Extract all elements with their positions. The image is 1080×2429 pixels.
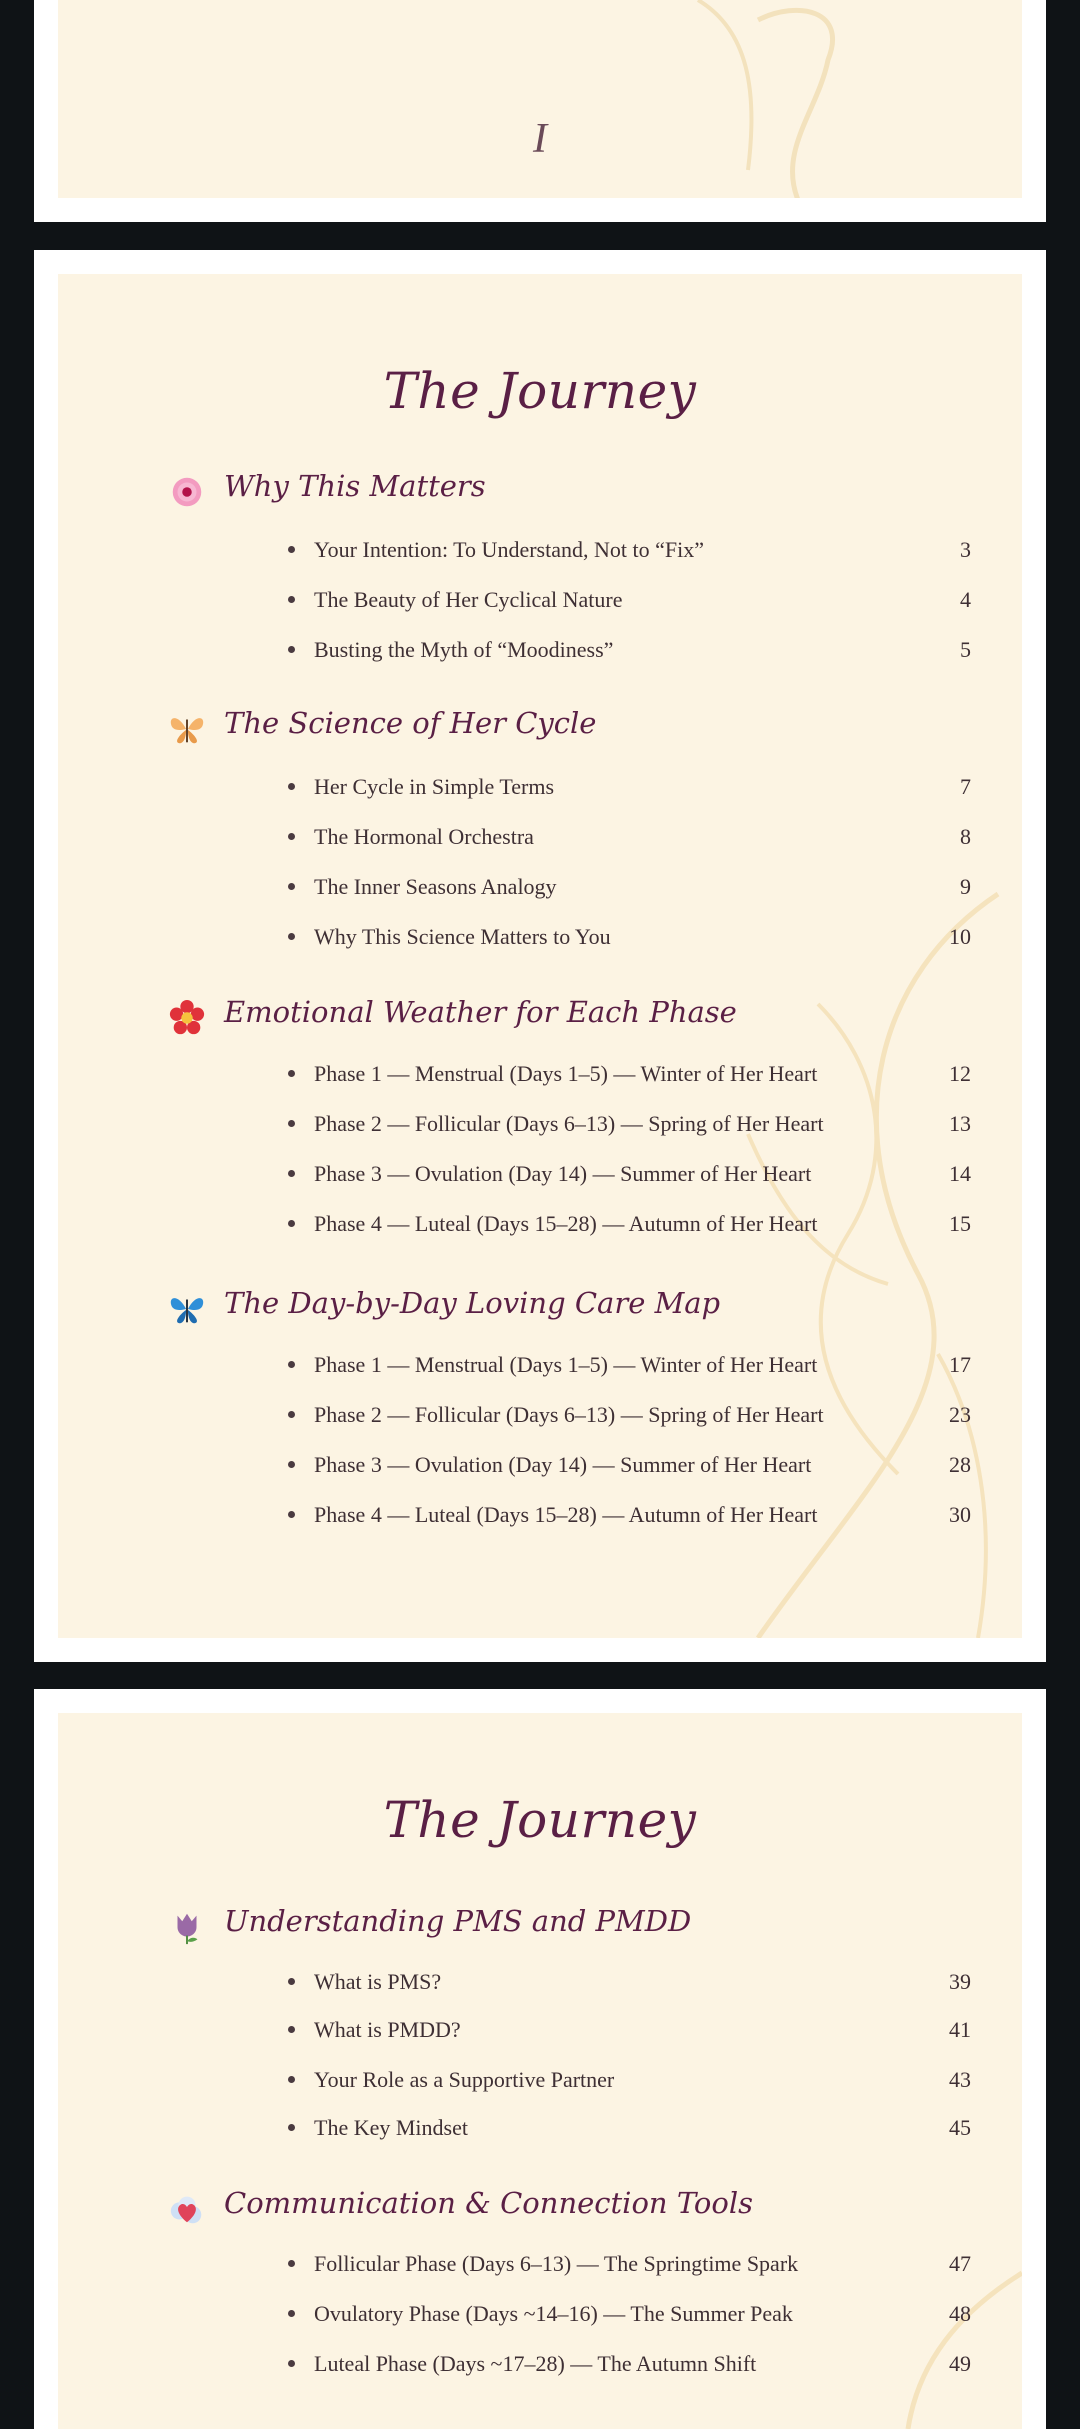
bullet [288, 933, 295, 940]
entry-title: The Beauty of Her Cyclical Nature [314, 587, 623, 612]
entry-title: Your Intention: To Understand, Not to “Fix” [314, 537, 704, 562]
section-title: The Science of Her Cycle [224, 706, 597, 740]
toc-entry[interactable] [288, 2295, 971, 2335]
section-title: Understanding PMS and PMDD [224, 1904, 692, 1938]
entry-title: Luteal Phase (Days ~17–28) — The Autumn Shift [314, 2351, 757, 2376]
toc-entry[interactable] [288, 2061, 971, 2101]
section-title: Communication & Connection Tools [224, 2186, 753, 2220]
entry-page-number: 4 [960, 587, 971, 612]
toc-entry[interactable] [288, 1346, 971, 1386]
entry-page-number: 3 [960, 537, 971, 562]
bullet [288, 1220, 295, 1227]
blue-butterfly-icon [168, 1290, 206, 1328]
entry-page-number: 43 [949, 2067, 971, 2092]
entry-page-number: 10 [949, 924, 971, 949]
toc-entry[interactable] [288, 1396, 971, 1436]
entry-page-number: 47 [949, 2251, 971, 2276]
section-title: Why This Matters [224, 469, 486, 503]
bullet [288, 2026, 295, 2033]
entry-page-number: 49 [949, 2351, 971, 2376]
entry-title: Phase 4 — Luteal (Days 15–28) — Autumn of Her Heart [314, 1211, 818, 1236]
entry-page-number: 30 [949, 1502, 971, 1527]
page-title: The Journey [383, 1791, 697, 1849]
bullet [288, 2076, 295, 2083]
entry-title: What is PMS? [314, 1969, 442, 1994]
entry-title: The Key Mindset [314, 2115, 468, 2140]
entry-title: Phase 2 — Follicular (Days 6–13) — Spring of Her Heart [314, 1402, 824, 1427]
entry-title: Phase 3 — Ovulation (Day 14) — Summer of Her Heart [314, 1452, 812, 1477]
page-card-1 [34, 0, 1046, 222]
entry-title: Phase 2 — Follicular (Days 6–13) — Spring of Her Heart [314, 1111, 824, 1136]
section-title: Emotional Weather for Each Phase [224, 995, 737, 1029]
entry-title: Ovulatory Phase (Days ~14–16) — The Summer Peak [314, 2301, 793, 2326]
entry-title: Busting the Myth of “Moodiness” [314, 637, 614, 662]
toc-entry[interactable] [288, 2109, 971, 2149]
entry-title: Phase 1 — Menstrual (Days 1–5) — Winter of Her Heart [314, 1352, 818, 1377]
bullet [288, 1461, 295, 1468]
section-title: The Day-by-Day Loving Care Map [224, 1286, 721, 1320]
bullet [288, 1070, 295, 1077]
tulip-icon [168, 1908, 206, 1946]
entry-page-number: 23 [949, 1402, 971, 1427]
toc-entry[interactable] [288, 531, 971, 571]
bullet [288, 596, 295, 603]
bullet [288, 2260, 295, 2267]
toc-entry[interactable] [288, 768, 971, 808]
toc-entry[interactable] [288, 1446, 971, 1486]
toc-entry[interactable] [288, 1055, 971, 1095]
page-number: I [533, 116, 547, 162]
toc-entry[interactable] [288, 868, 971, 908]
entry-title: Phase 4 — Luteal (Days 15–28) — Autumn of Her Heart [314, 1502, 818, 1527]
toc-entry[interactable] [288, 2345, 971, 2385]
entry-title: What is PMDD? [314, 2017, 461, 2042]
bullet [288, 833, 295, 840]
entry-page-number: 9 [960, 874, 971, 899]
entry-page-number: 48 [949, 2301, 971, 2326]
entry-title: The Hormonal Orchestra [314, 824, 534, 849]
entry-page-number: 41 [949, 2017, 971, 2042]
heart-cloud-icon [168, 2190, 206, 2228]
bullet [288, 2124, 295, 2131]
toc-entry[interactable] [288, 581, 971, 621]
toc-entry[interactable] [288, 2011, 971, 2051]
entry-title: The Inner Seasons Analogy [314, 874, 557, 899]
bullet [288, 1170, 295, 1177]
entry-page-number: 15 [949, 1211, 971, 1236]
entry-page-number: 7 [960, 774, 971, 799]
toc-entry[interactable] [288, 918, 971, 958]
red-flower-icon [168, 999, 206, 1037]
bullet [288, 2310, 295, 2317]
bullet [288, 783, 295, 790]
entry-title: Her Cycle in Simple Terms [314, 774, 555, 799]
entry-title: Why This Science Matters to You [314, 924, 611, 949]
bullet [288, 546, 295, 553]
bullet [288, 1511, 295, 1518]
entry-title: Phase 1 — Menstrual (Days 1–5) — Winter of Her Heart [314, 1061, 818, 1086]
bullet [288, 2360, 295, 2367]
decorative-flower-outline [58, 0, 1022, 198]
bullet [288, 1120, 295, 1127]
entry-page-number: 5 [960, 637, 971, 662]
toc-entry[interactable] [288, 1105, 971, 1145]
entry-title: Phase 3 — Ovulation (Day 14) — Summer of Her Heart [314, 1161, 812, 1186]
entry-page-number: 17 [949, 1352, 971, 1377]
entry-page-number: 13 [949, 1111, 971, 1136]
page-1-content [58, 0, 1022, 198]
bullet [288, 1361, 295, 1368]
page-title: The Journey [383, 362, 697, 420]
toc-entry[interactable] [288, 631, 971, 671]
page-card-2 [34, 250, 1046, 1662]
entry-page-number: 28 [949, 1452, 971, 1477]
toc-entry[interactable] [288, 818, 971, 858]
bullet [288, 883, 295, 890]
entry-page-number: 45 [949, 2115, 971, 2140]
entry-page-number: 14 [949, 1161, 971, 1186]
entry-page-number: 39 [949, 1969, 971, 1994]
toc-entry[interactable] [288, 1496, 971, 1536]
toc-entry[interactable] [288, 1155, 971, 1195]
page-3-content [58, 1713, 1022, 2429]
bullet [288, 646, 295, 653]
entry-page-number: 12 [949, 1061, 971, 1086]
page-2-content [58, 274, 1022, 1638]
entry-title: Your Role as a Supportive Partner [314, 2067, 615, 2092]
toc-entry[interactable] [288, 1205, 971, 1245]
pink-flower-icon [168, 473, 206, 511]
entry-title: Follicular Phase (Days 6–13) — The Springtime Spark [314, 2251, 799, 2276]
toc-entry[interactable] [288, 1963, 971, 2003]
orange-butterfly-icon [168, 710, 206, 748]
bullet [288, 1978, 295, 1985]
toc-entry[interactable] [288, 2245, 971, 2285]
page-card-3 [34, 1689, 1046, 2429]
entry-page-number: 8 [960, 824, 971, 849]
bullet [288, 1411, 295, 1418]
